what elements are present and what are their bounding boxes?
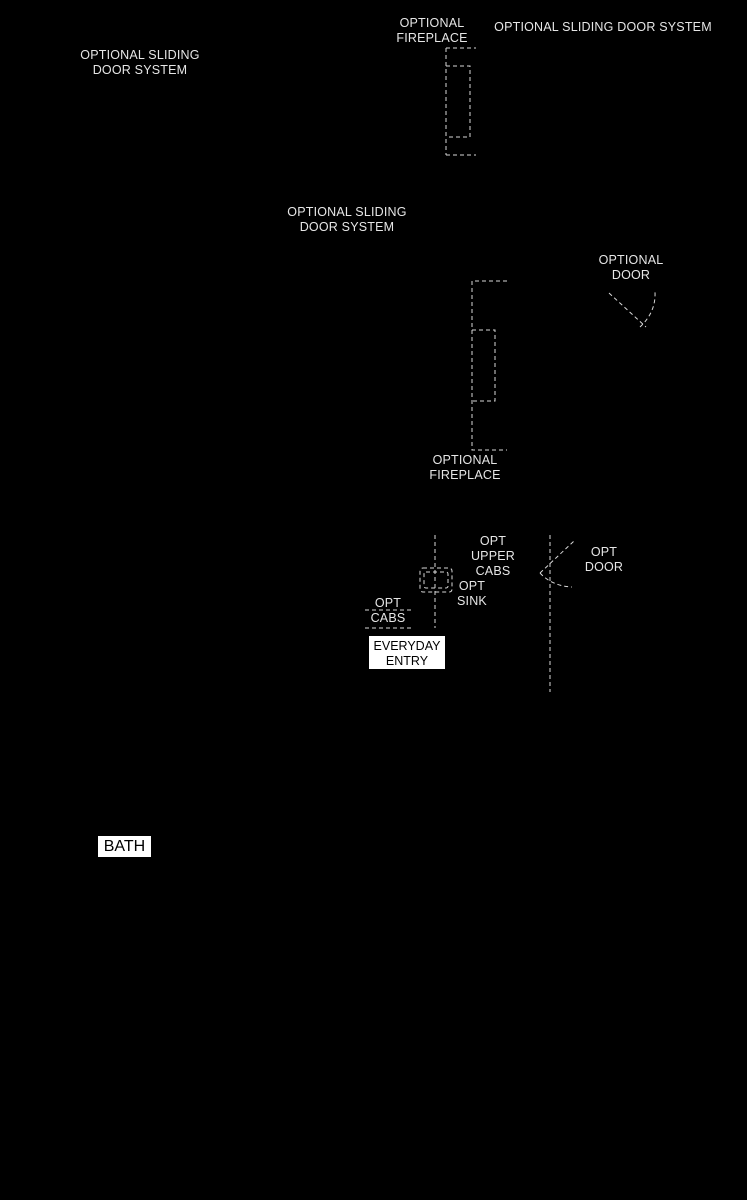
label-line: DOOR	[584, 560, 624, 574]
label-line: DOOR	[611, 268, 651, 282]
optional-door-swing	[609, 292, 655, 327]
label-optional-sliding-door-left	[60, 48, 220, 78]
label-optional-door-right	[591, 253, 671, 283]
label-line: UPPER	[470, 549, 516, 563]
label-line: OPT	[374, 596, 402, 610]
label-line: OPTIONAL SLIDING DOOR SYSTEM	[494, 20, 712, 34]
fireplace-top-outline	[446, 48, 476, 155]
label-line: OPTIONAL SLIDING	[80, 48, 200, 62]
room-label-text: BATH	[103, 838, 146, 855]
room-label-everyday-entry	[369, 636, 445, 669]
label-opt-upper-cabs	[463, 534, 523, 579]
label-line: OPTIONAL	[432, 453, 498, 467]
room-label-bath	[98, 836, 151, 857]
opt-sink-outline	[420, 568, 452, 592]
label-opt-door-small	[579, 545, 629, 575]
label-line: DOOR SYSTEM	[92, 63, 188, 77]
label-line: CABS	[370, 611, 406, 625]
label-line: DOOR SYSTEM	[299, 220, 395, 234]
label-line: OPT	[458, 579, 486, 593]
label-optional-fireplace-mid	[425, 453, 505, 483]
fireplace-mid-outline	[472, 281, 507, 450]
label-line: FIREPLACE	[429, 468, 501, 482]
label-line: OPT	[479, 534, 507, 548]
room-label-line: EVERYDAY	[373, 639, 441, 653]
label-opt-sink	[452, 579, 492, 609]
label-line: OPTIONAL SLIDING	[287, 205, 407, 219]
label-line: OPTIONAL	[399, 16, 465, 30]
label-line: OPTIONAL	[598, 253, 664, 267]
room-label-line: ENTRY	[385, 654, 429, 668]
label-opt-cabs	[365, 596, 411, 626]
label-optional-sliding-door-mid	[267, 205, 427, 235]
label-line: SINK	[457, 594, 487, 608]
label-line: FIREPLACE	[396, 31, 468, 45]
opt-door-small-swing	[540, 541, 574, 587]
label-line: CABS	[475, 564, 511, 578]
label-optional-fireplace-top	[392, 16, 472, 46]
label-optional-sliding-door-top-right	[488, 20, 718, 35]
label-line: OPT	[590, 545, 618, 559]
